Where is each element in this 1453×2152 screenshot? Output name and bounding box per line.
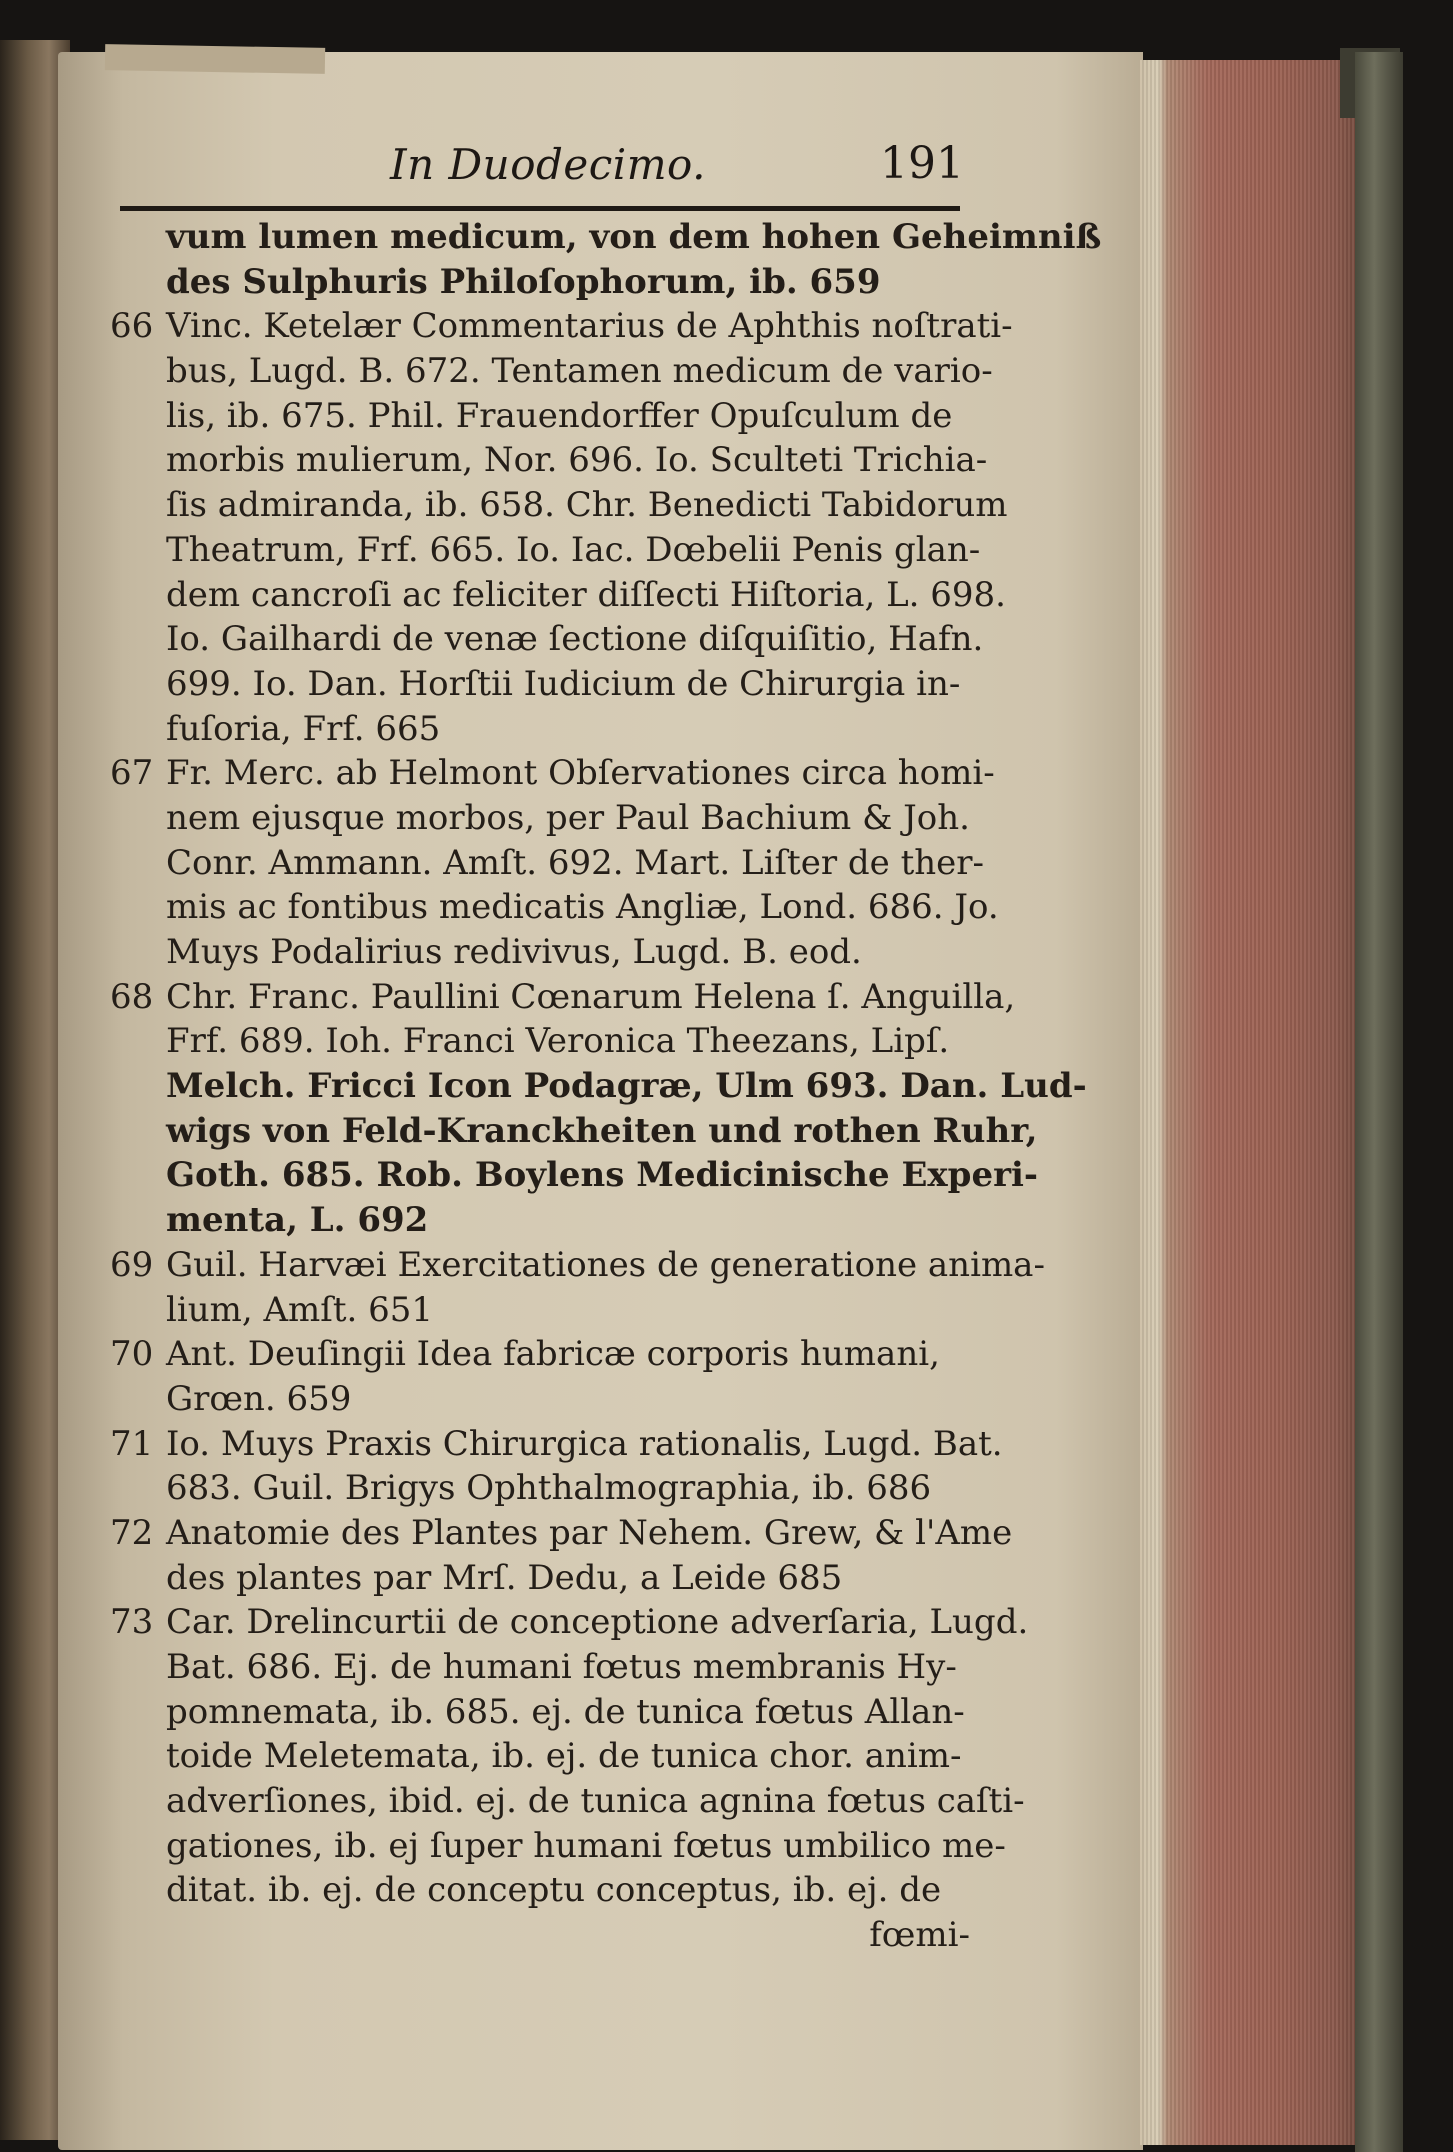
text-line [110, 1645, 990, 1690]
entry-number: 67 [110, 753, 154, 794]
line-text: Io. Gailhardi de venæ ſectione diſquiſitio, Hafn. [166, 619, 984, 660]
text-line [110, 304, 1013, 349]
entry-number: 69 [110, 1244, 154, 1285]
text-line [110, 1243, 1045, 1288]
line-text: gationes, ib. ej ſuper humani fœtus umbilico me- [166, 1825, 1006, 1866]
line-text: adverſiones, ibid. ej. de tunica agnina fœtus caſti- [166, 1781, 1025, 1822]
text-line [110, 573, 1006, 618]
text-line [110, 215, 1102, 260]
line-text: Bat. 686. Ej. de humani fœtus membranis Hy- [166, 1647, 957, 1687]
cover-board [1355, 52, 1403, 2152]
line-text: Fr. Merc. ab Helmont Obſervationes circa homi- [166, 753, 995, 794]
text-line [110, 1109, 1038, 1154]
line-text: mis ac fontibus medicatis Angliæ, Lond. 686. Jo. [166, 887, 999, 928]
line-text: des Sulphuris Philoſophorum, ib. 659 [166, 261, 881, 302]
line-text: Grœn. 659 [166, 1378, 352, 1419]
line-text: wigs von Feld-Kranckheiten und rothen Ruhr, [166, 1110, 1038, 1151]
text-line [110, 1600, 1029, 1645]
line-text: Conr. Ammann. Amſt. 692. Mart. Liſter de ther- [166, 842, 985, 883]
text-line [110, 483, 1008, 528]
line-text: Chr. Franc. Paullini Cœnarum Helena ſ. Anguilla, [166, 976, 1016, 1017]
text-line [110, 707, 990, 752]
line-text: Ant. Deuſingii Idea fabricæ corporis humani, [166, 1334, 940, 1375]
text-line [110, 796, 990, 841]
line-text: des plantes par Mrſ. Dedu, a Leide 685 [166, 1557, 843, 1598]
text-line [110, 528, 990, 573]
text-line [110, 1511, 1013, 1556]
text-line [110, 1198, 990, 1243]
line-text: morbis mulierum, Nor. 696. Io. Sculteti Trichia- [166, 440, 988, 481]
line-text: Theatrum, Frf. 665. Io. Iac. Dœbelii Penis glan- [166, 529, 981, 570]
entry-number: 71 [110, 1423, 154, 1464]
line-text: Frf. 689. Ioh. Franci Veronica Theezans, Lipſ. [166, 1021, 950, 1062]
text-line [110, 1824, 1006, 1869]
line-text: 683. Guil. Brigys Ophthalmographia, ib. 686 [166, 1468, 932, 1509]
line-text: fuſoria, Frf. 665 [166, 708, 441, 749]
running-head: In Duodecimo. [390, 140, 706, 189]
line-text: dem cancroſi ac feliciter diſſecti Hiſtoria, L. 698. [166, 574, 1006, 615]
text-line [110, 1868, 990, 1913]
text-line [110, 1556, 990, 1601]
entry-number: 72 [110, 1512, 154, 1553]
text-line [110, 1422, 1003, 1467]
line-text: Vinc. Ketelær Commentarius de Aphthis noſtrati- [166, 306, 1013, 347]
text-line [110, 1153, 1039, 1198]
line-text: fœmi- [869, 1915, 970, 1956]
line-text: ditat. ib. ej. de conceptu conceptus, ib. ej. de [166, 1870, 942, 1911]
entry-number: 68 [110, 976, 154, 1017]
line-text: toide Meletemata, ib. ej. de tunica chor. anim- [166, 1736, 962, 1777]
text-line [110, 438, 990, 483]
entry-number: 70 [110, 1334, 154, 1375]
text-line [110, 1690, 990, 1735]
text-line [110, 662, 990, 707]
body-text [110, 215, 1102, 1958]
text-line [110, 841, 990, 886]
line-text: Melch. Fricci Icon Podagræ, Ulm 693. Dan. Lud- [166, 1066, 1087, 1107]
text-line [110, 1288, 990, 1333]
entry-number: 73 [110, 1602, 154, 1643]
line-text: bus, Lugd. B. 672. Tentamen medicum de vario- [166, 351, 993, 392]
line-text: lium, Amſt. 651 [166, 1289, 434, 1330]
line-text: Goth. 685. Rob. Boylens Medicinische Experi- [166, 1155, 1039, 1196]
line-text: Muys Podalirius redivivus, Lugd. B. eod. [166, 932, 862, 972]
line-text: Io. Muys Praxis Chirurgica rationalis, Lugd. Bat. [166, 1423, 1003, 1464]
page-block-edge [1140, 60, 1370, 2145]
text-line [110, 1734, 990, 1779]
line-text: nem ejusque morbos, per Paul Bachium & Joh. [166, 797, 970, 838]
paper-tab [105, 44, 325, 74]
text-line [110, 1377, 990, 1422]
line-text: vum lumen medicum, von dem hohen Geheimniß [166, 217, 1102, 257]
line-text: ſis admiranda, ib. 658. Chr. Benedicti Tabidorum [166, 485, 1008, 526]
text-line [110, 885, 999, 930]
text-line [110, 975, 1016, 1020]
text-line [110, 260, 990, 305]
line-text: pomnemata, ib. 685. ej. de tunica fœtus Allan- [166, 1691, 965, 1732]
line-text: 699. Io. Dan. Horſtii Iudicium de Chirurgia in- [166, 663, 961, 704]
line-text: Car. Drelincurtii de conceptione adverſaria, Lugd. [166, 1602, 1029, 1643]
text-line [110, 1332, 990, 1377]
text-line [110, 394, 990, 439]
text-line [110, 1913, 990, 1958]
text-line [110, 1064, 1087, 1109]
page-number: 191 [880, 138, 964, 189]
header-rule [120, 206, 960, 211]
text-line [110, 349, 993, 394]
entry-number: 66 [110, 306, 154, 347]
line-text: Guil. Harvæi Exercitationes de generatione anima- [166, 1244, 1045, 1285]
line-text: Anatomie des Plantes par Nehem. Grew, & l'Ame [166, 1512, 1013, 1553]
text-line [110, 1779, 1025, 1824]
text-line [110, 617, 990, 662]
text-line [110, 751, 995, 796]
line-text: menta, L. 692 [166, 1200, 429, 1241]
text-line [110, 930, 990, 975]
line-text: lis, ib. 675. Phil. Frauendorffer Opuſculum de [166, 395, 953, 436]
text-line [110, 1466, 990, 1511]
text-line [110, 1019, 990, 1064]
